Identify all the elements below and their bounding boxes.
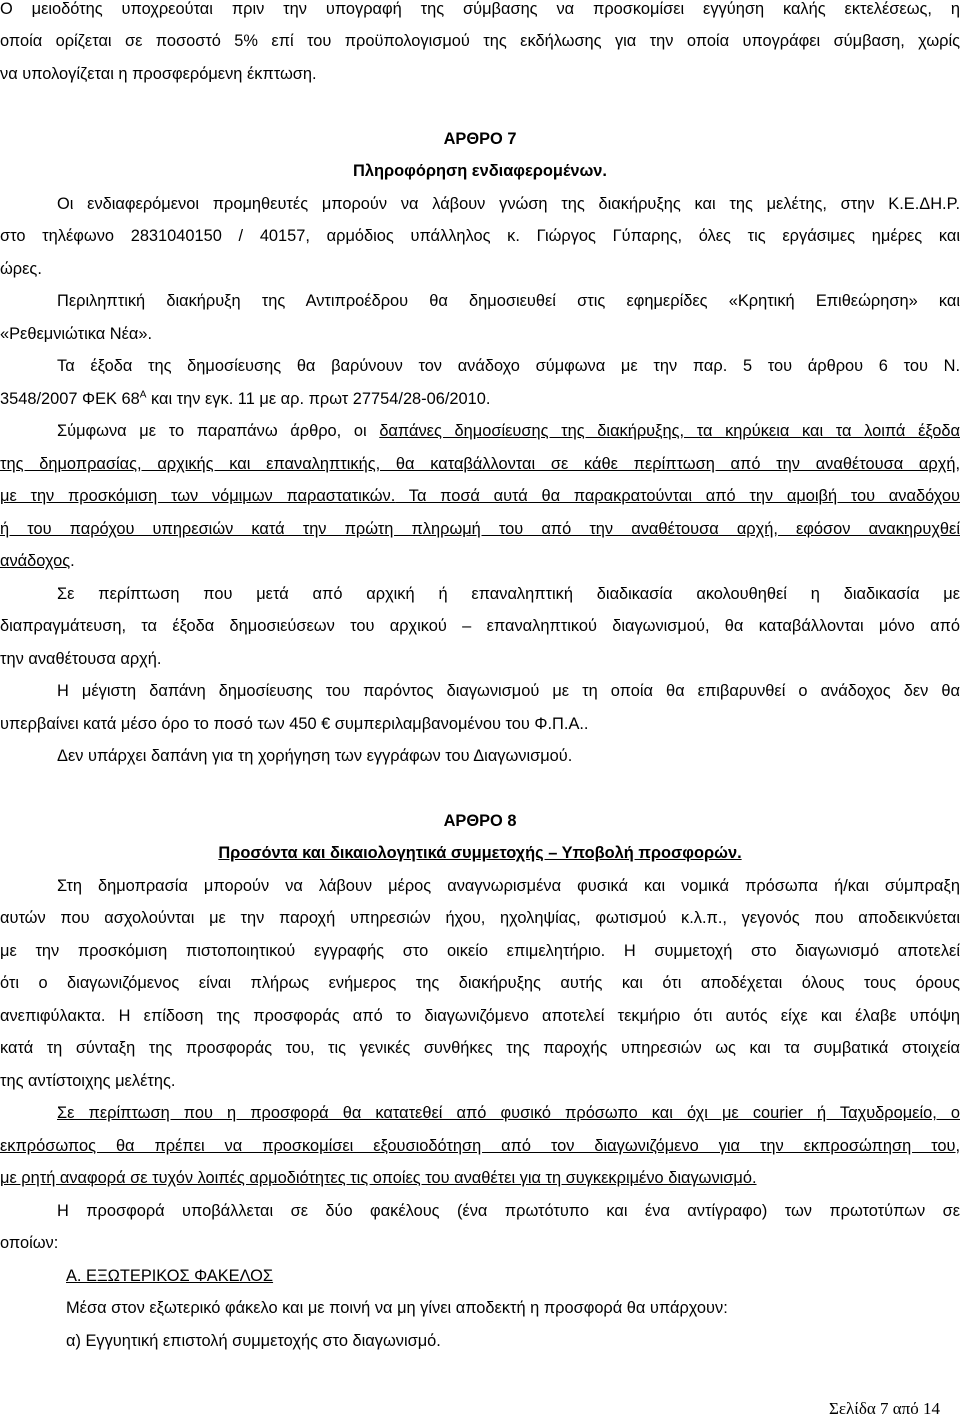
paragraph-line: Τα έξοδα της δημοσίευσης θα βαρύνουν τον ανάδοχο σύμφωνα με την παρ. 5 του άρθρου 6 του Ν.: [57, 357, 960, 375]
paragraph-line: με την προσκόμιση των νόμιμων παραστατικών. Τα ποσά αυτά θα παρακρατούνται από την αμοιβή του αναδόχου: [0, 487, 960, 505]
envelope-text: Μέσα στον εξωτερικό φάκελο και με ποινή να μη γίνει αποδεκτή η προσφορά θα υπάρχουν:: [66, 1299, 728, 1317]
envelope-heading: Α. ΕΞΩΤΕΡΙΚΟΣ ΦΑΚΕΛΟΣ: [66, 1267, 274, 1285]
paragraph-line: Σε περίπτωση που μετά από αρχική ή επαναληπτική διαδικασία ακολουθηθεί η διαδικασία με: [57, 585, 960, 603]
paragraph-line: εκπρόσωπος θα πρέπει να προσκομίσει εξουσιοδότηση από τον διαγωνιζόμενο για την εκπροσώπηση του,: [0, 1137, 960, 1155]
paragraph-line: «Ρεθεμνιώτικα Νέα».: [0, 325, 153, 343]
paragraph-line: αυτών που ασχολούνται με την παροχή υπηρεσιών ήχου, ηχοληψίας, φωτισμού κ.λ.π., γεγονός που αποδεικνύεται: [0, 909, 960, 927]
paragraph-line: με την προσκόμιση πιστοποιητικού εγγραφής στο οικείο επιμελητήριο. Η συμμετοχή στο διαγωνισμό αποτελεί: [0, 942, 960, 960]
article-8-heading: ΑΡΘΡΟ 8: [443, 812, 517, 830]
paragraph-line: 3548/2007 ΦΕΚ $68^A$ και την εγκ. 11 με αρ. πρωτ 27754/28-06/2010.: [0, 389, 491, 408]
paragraph-line: Η μέγιστη δαπάνη δημοσίευσης του παρόντος διαγωνισμού με τη οποία θα επιβαρυνθεί ο ανάδοχος δεν θα: [57, 682, 960, 700]
paragraph-line: Η προσφορά υποβάλλεται σε δύο φακέλους (ένα πρωτότυπο και ένα αντίγραφο) των πρωτοτύπων σε: [57, 1202, 960, 1220]
page-number: Σελίδα 7 από 14: [828, 1399, 940, 1418]
paragraph-line: Στη δημοπρασία μπορούν να λάβουν μέρος αναγνωρισμένα φυσικά και νομικά πρόσωπα ή/και σύμπραξη: [57, 877, 960, 895]
paragraph-line: της αντίστοιχης μελέτης.: [0, 1072, 176, 1090]
paragraph-line: ανάδοχος.: [0, 552, 75, 570]
paragraph-line: διαπραγμάτευση, τα έξοδα δημοσιεύσεων του αρχικού – επαναληπτικού διαγωνισμού, θα καταβάλλονται μόνο από: [0, 617, 960, 635]
paragraph-line: την αναθέτουσα αρχή.: [0, 650, 162, 668]
superscript: Α: [139, 389, 147, 401]
paragraph-line: Περιληπτική διακήρυξη της Αντιπροέδρου θα δημοσιευθεί στις εφημερίδες «Κρητική Επιθεώρηση» και: [57, 292, 960, 310]
paragraph-line: Δεν υπάρχει δαπάνη για τη χορήγηση των εγγράφων του Διαγωνισμού.: [57, 747, 573, 765]
paragraph-line: κατά τη σύνταξη της προσφοράς του, τις γενικές συνθήκες της παροχής υπηρεσιών ως και τα συμβατικά στοιχεία: [0, 1039, 960, 1057]
paragraph-line: Σύμφωνα με το παραπάνω άρθρο, οι δαπάνες δημοσίευσης της διακήρυξης, τα κηρύκεια και τα λοιπά έξοδα: [57, 422, 960, 440]
paragraph-line: της δημοπρασίας, αρχικής και επαναληπτικής, θα καταβάλλονται σε κάθε περίπτωση από την αναθέτουσα αρχή,: [0, 455, 960, 473]
paragraph-line: στο τηλέφωνο 2831040150 / 40157, αρμόδιος υπάλληλος κ. Γιώργος Γύπαρης, όλες τις εργάσιμες ημέρες και: [0, 227, 960, 245]
paragraph-line: ή του παρόχου υπηρεσιών κατά την πρώτη πληρωμή του από την αναθέτουσα αρχή, εφόσον ανακηρυχθεί: [0, 520, 960, 538]
paragraph-line: Οι ενδιαφερόμενοι προμηθευτές μπορούν να λάβουν γνώση της διακήρυξης και της μελέτης, στην Κ.Ε.ΔΗ.Ρ.: [57, 195, 960, 213]
intro-line: οποία ορίζεται σε ποσοστό 5% επί του προϋπολογισμού της εκδήλωσης για την οποία υπογράφει σύμβαση, χωρίς: [0, 32, 960, 50]
paragraph-line: με ρητή αναφορά σε τυχόν λοιπές αρμοδιότητες τις οποίες του αναθέτει για τη συγκεκριμένο διαγωνισμό.: [0, 1169, 757, 1187]
paragraph-line: ώρες.: [0, 260, 42, 278]
paragraph-line: υπερβαίνει κατά μέσο όρο το ποσό των 450 € συμπεριλαμβανομένου του Φ.Π.Α..: [0, 715, 589, 733]
paragraph-line: Σε περίπτωση που η προσφορά θα κατατεθεί από φυσικό πρόσωπο και όχι με courier ή Ταχυδρομείο, ο: [57, 1104, 960, 1122]
paragraph-line: οποίων:: [0, 1234, 59, 1252]
article-7-heading: ΑΡΘΡΟ 7: [443, 130, 517, 148]
list-item: α) Εγγυητική επιστολή συμμετοχής στο διαγωνισμό.: [66, 1332, 441, 1350]
paragraph-line: ανεπιφύλακτα. Η επίδοση της προσφοράς από το διαγωνιζόμενο αποτελεί τεκμήριο ότι αυτός είχε και έλαβε υπόψη: [0, 1007, 960, 1025]
article-7-subheading: Πληροφόρηση ενδιαφερομένων.: [353, 162, 607, 180]
intro-line: Ο μειοδότης υποχρεούται πριν την υπογραφή της σύμβασης να προσκομίσει εγγύηση καλής εκτελέσεως, η: [0, 0, 960, 18]
article-8-subheading: Προσόντα και δικαιολογητικά συμμετοχής – Υποβολή προσφορών.: [218, 844, 742, 862]
paragraph-line: ότι ο διαγωνιζόμενος είναι πλήρως ενήμερος της διακήρυξης αυτής και ότι αποδέχεται όλους τους όρους: [0, 974, 960, 992]
intro-line: να υπολογίζεται η προσφερόμενη έκπτωση.: [0, 65, 317, 83]
